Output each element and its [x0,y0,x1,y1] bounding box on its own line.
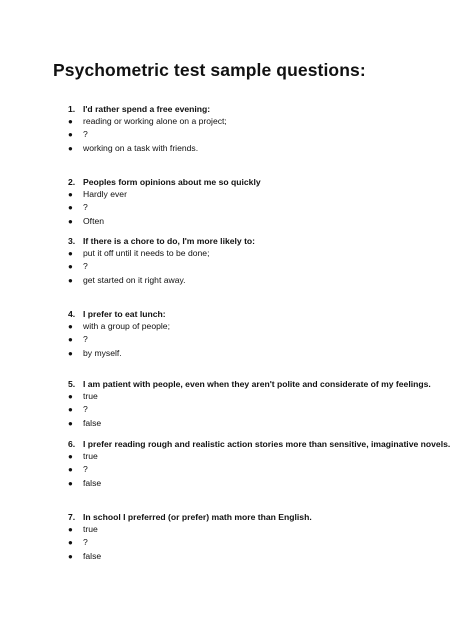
option-item [68,115,468,128]
option-item [68,320,468,333]
option-item [68,201,468,214]
bullet-icon: ● [68,405,73,415]
option-text: put it off until it needs to be done; [83,248,210,258]
bullet-icon: ● [68,335,73,345]
option-item [68,347,468,360]
bullet-icon: ● [68,130,73,140]
question-line [68,103,468,115]
question-line [68,235,468,247]
option-item [68,142,468,155]
question-4 [68,308,468,360]
question-2 [68,176,468,228]
bullet-icon: ● [68,348,73,358]
question-number: 3. [68,236,76,246]
option-text: true [83,451,98,461]
option-item [68,550,468,563]
option-item [68,260,468,273]
bullet-icon: ● [68,551,73,561]
option-item [68,477,468,490]
option-text: working on a task with friends. [83,142,199,153]
bullet-icon: ● [68,465,73,475]
question-line [68,438,468,450]
option-item [68,390,468,403]
document-title: Psychometric test sample questions: [53,60,366,80]
question-text: I prefer to eat lunch: [83,309,166,319]
bullet-icon: ● [68,190,73,199]
question-text: Peoples form opinions about me so quickly [83,177,261,187]
option-item [68,188,468,201]
option-text: Hardly ever [83,189,127,199]
option-text: false [83,417,102,428]
question-text: In school I preferred (or prefer) math more than English. [83,512,312,522]
option-item [68,274,468,287]
option-item [68,417,468,430]
bullet-icon: ● [68,143,73,153]
option-item [68,128,468,141]
question-6 [68,438,468,490]
bullet-icon: ● [68,117,73,126]
option-item [68,247,468,260]
option-text: get started on it right away. [83,274,186,285]
question-number: 6. [68,439,76,449]
option-text: with a group of people; [83,321,170,331]
option-item [68,523,468,536]
question-number: 4. [68,309,76,319]
bullet-icon: ● [68,418,73,428]
option-text: ? [83,464,88,475]
option-text: false [83,477,102,488]
question-text: I'd rather spend a free evening: [83,104,211,114]
option-text: ? [83,404,88,415]
option-item [68,333,468,346]
option-text: ? [83,202,88,213]
option-item [68,215,468,228]
option-item [68,450,468,463]
option-text: ? [83,334,88,345]
option-text: true [83,524,98,534]
option-text: ? [83,129,88,140]
question-line [68,308,468,320]
bullet-icon: ● [68,538,73,548]
question-number: 2. [68,177,76,187]
bullet-icon: ● [68,249,73,258]
question-1 [68,103,468,155]
question-3 [68,235,468,287]
question-line [68,176,468,188]
question-text: I am patient with people, even when they aren't polite and considerate of my feelings. [83,379,431,389]
question-text: I prefer reading rough and realistic action stories more than sensitive, imaginative novels. [83,439,451,449]
bullet-icon: ● [68,392,73,401]
question-line [68,511,468,523]
question-5 [68,378,468,430]
bullet-icon: ● [68,216,73,226]
option-text: false [83,550,102,561]
bullet-icon: ● [68,478,73,488]
question-text: If there is a chore to do, I'm more likely to: [83,236,256,246]
bullet-icon: ● [68,322,73,331]
option-text: reading or working alone on a project; [83,116,227,126]
option-text: ? [83,261,88,272]
question-number: 7. [68,512,76,522]
bullet-icon: ● [68,452,73,461]
option-item [68,536,468,549]
bullet-icon: ● [68,275,73,285]
option-text: Often [83,215,105,226]
question-7 [68,511,468,563]
option-text: ? [83,537,88,548]
bullet-icon: ● [68,525,73,534]
bullet-icon: ● [68,262,73,272]
bullet-icon: ● [68,203,73,213]
question-line [68,378,468,390]
option-text: true [83,391,98,401]
question-number: 5. [68,379,76,389]
option-text: by myself. [83,347,122,358]
option-item [68,463,468,476]
question-number: 1. [68,104,76,114]
option-item [68,403,468,416]
